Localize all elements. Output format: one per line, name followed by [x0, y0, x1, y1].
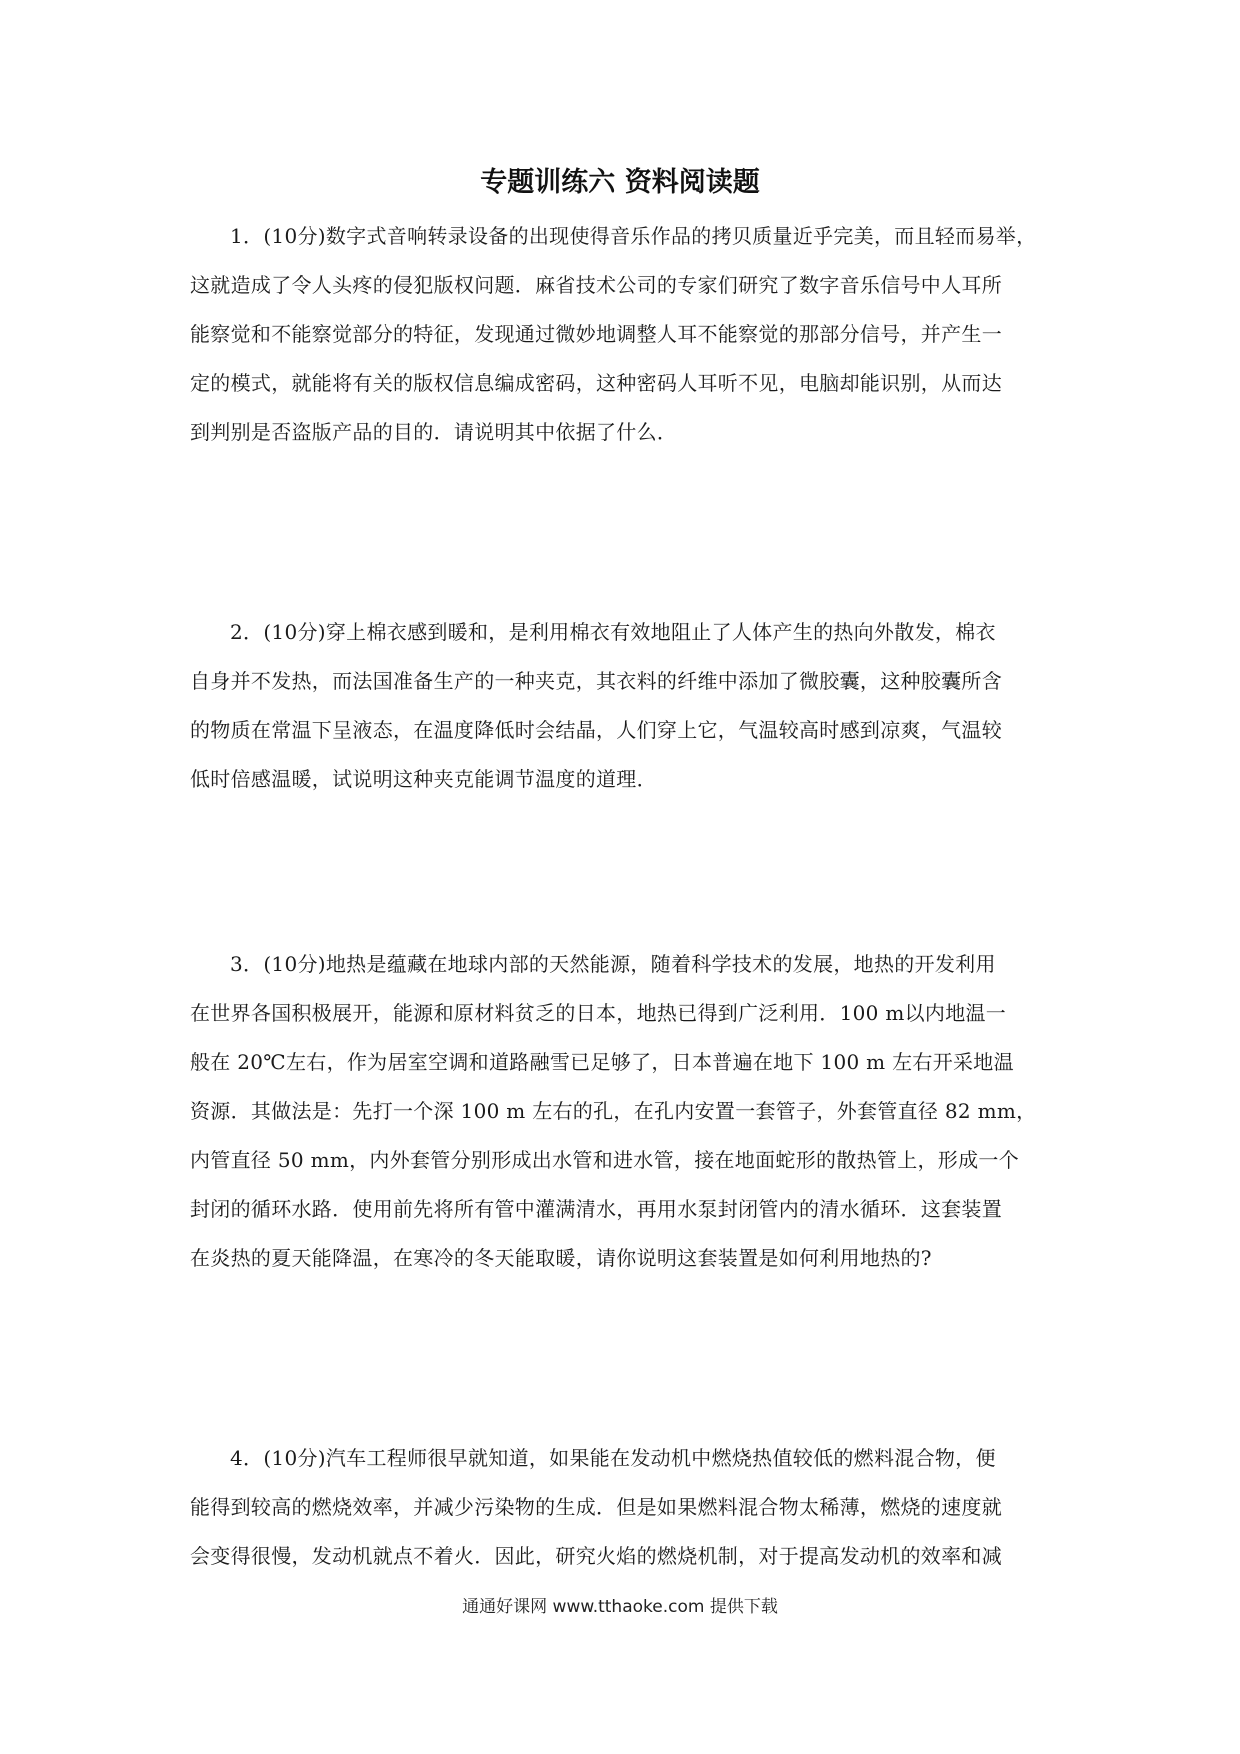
question-text-line: 般在 20℃左右，作为居室空调和道路融雪已足够了，日本普遍在地下 100 m 左右开采地温 — [190, 1050, 1014, 1074]
page-footer: 通通好课网 www.tthaoke.com 提供下载 — [462, 1597, 778, 1617]
question-text-line: 内管直径 50 mm，内外套管分别形成出水管和进水管，接在地面蛇形的散热管上，形成一个 — [190, 1148, 1019, 1172]
question-text-line: 4．(10分)汽车工程师很早就知道，如果能在发动机中燃烧热值较低的燃料混合物，便 — [230, 1446, 996, 1470]
question-text-line: 3．(10分)地热是蕴藏在地球内部的天然能源，随着科学技术的发展，地热的开发利用 — [230, 952, 996, 976]
question-text-line: 2．(10分)穿上棉衣感到暖和，是利用棉衣有效地阻止了人体产生的热向外散发，棉衣 — [230, 620, 996, 644]
question-text-line: 在炎热的夏天能降温，在寒冷的冬天能取暖，请你说明这套装置是如何利用地热的? — [190, 1246, 932, 1270]
question-text-line: 自身并不发热，而法国准备生产的一种夹克，其衣料的纤维中添加了微胶囊，这种胶囊所含 — [190, 669, 1002, 693]
question-3 — [190, 940, 1060, 1283]
question-4 — [190, 1434, 1060, 1581]
question-text-line: 的物质在常温下呈液态，在温度降低时会结晶，人们穿上它，气温较高时感到凉爽，气温较 — [190, 718, 1002, 742]
question-text-line: 能察觉和不能察觉部分的特征，发现通过微妙地调整人耳不能察觉的那部分信号，并产生一 — [190, 322, 1002, 346]
question-text-line: 封闭的循环水路．使用前先将所有管中灌满清水，再用水泵封闭管内的清水循环．这套装置 — [190, 1197, 1002, 1221]
question-text-line: 低时倍感温暖，试说明这种夹克能调节温度的道理． — [190, 767, 657, 791]
question-text-line: 资源．其做法是：先打一个深 100 m 左右的孔，在孔内安置一套管子，外套管直径 82 mm， — [190, 1099, 1037, 1123]
question-text-line: 能得到较高的燃烧效率，并减少污染物的生成．但是如果燃料混合物太稀薄，燃烧的速度就 — [190, 1495, 1002, 1519]
question-2 — [190, 608, 1060, 804]
page-title: 专题训练六 资料阅读题 — [480, 167, 760, 198]
question-text-line: 到判别是否盗版产品的目的．请说明其中依据了什么． — [190, 420, 678, 444]
question-text-line: 这就造成了令人头疼的侵犯版权问题．麻省技术公司的专家们研究了数字音乐信号中人耳所 — [190, 273, 1002, 297]
question-text-line: 定的模式，就能将有关的版权信息编成密码，这种密码人耳听不见，电脑却能识别，从而达 — [190, 371, 1002, 395]
question-text-line: 1．(10分)数字式音响转录设备的出现使得音乐作品的拷贝质量近乎完美，而且轻而易举， — [230, 224, 1037, 248]
question-text-line: 在世界各国积极展开，能源和原材料贫乏的日本，地热已得到广泛利用．100 m以内地温一 — [190, 1001, 1007, 1025]
question-1 — [190, 212, 1060, 457]
question-text-line: 会变得很慢，发动机就点不着火．因此，研究火焰的燃烧机制，对于提高发动机的效率和减 — [190, 1544, 1002, 1568]
